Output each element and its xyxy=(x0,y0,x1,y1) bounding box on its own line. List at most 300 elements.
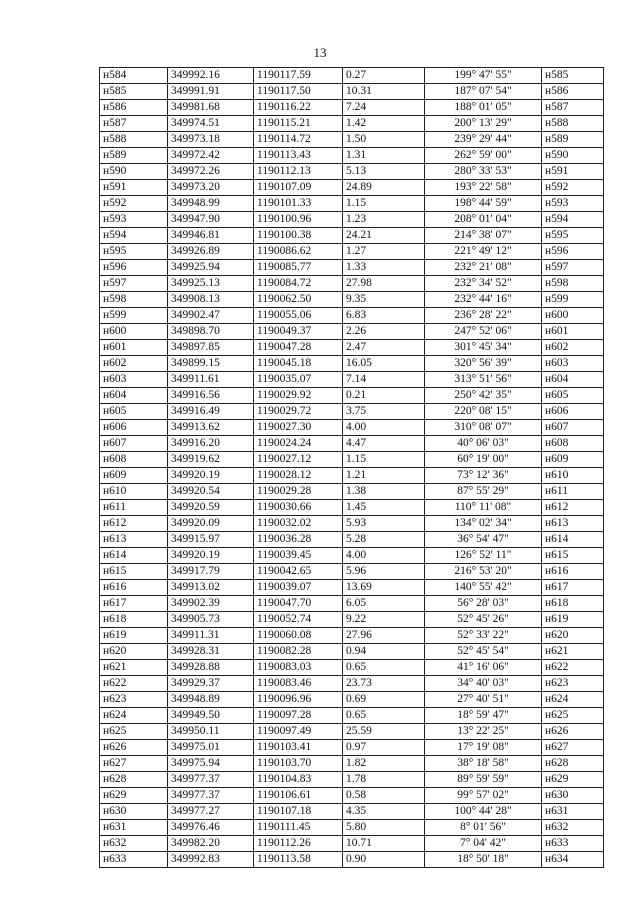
x-coordinate-cell: 349899.15 xyxy=(168,356,254,372)
direction-angle-cell: 41° 16' 06" xyxy=(425,660,542,676)
table-row xyxy=(100,116,604,132)
y-coordinate-cell: 1190045.18 xyxy=(254,356,343,372)
direction-angle-cell: 34° 40' 03" xyxy=(425,676,542,692)
direction-angle-cell: 18° 50' 18" xyxy=(425,852,542,868)
table-row xyxy=(100,708,604,724)
table-row xyxy=(100,436,604,452)
table-row xyxy=(100,548,604,564)
x-coordinate-cell: 349905.73 xyxy=(168,612,254,628)
table-row xyxy=(100,676,604,692)
y-coordinate-cell: 1190114.72 xyxy=(254,132,343,148)
y-coordinate-cell: 1190113.43 xyxy=(254,148,343,164)
table-row xyxy=(100,244,604,260)
point-to-cell: н620 xyxy=(542,628,604,644)
point-to-cell: н623 xyxy=(542,676,604,692)
point-to-cell: н599 xyxy=(542,292,604,308)
table-row xyxy=(100,292,604,308)
point-from-cell: н629 xyxy=(100,788,168,804)
direction-angle-cell: 262° 59' 00" xyxy=(425,148,542,164)
x-coordinate-cell: 349950.11 xyxy=(168,724,254,740)
point-from-cell: н607 xyxy=(100,436,168,452)
x-coordinate-cell: 349991.91 xyxy=(168,84,254,100)
x-coordinate-cell: 349948.89 xyxy=(168,692,254,708)
point-to-cell: н628 xyxy=(542,756,604,772)
point-to-cell: н624 xyxy=(542,692,604,708)
x-coordinate-cell: 349976.46 xyxy=(168,820,254,836)
distance-cell: 23.73 xyxy=(343,676,425,692)
point-to-cell: н611 xyxy=(542,484,604,500)
x-coordinate-cell: 349929.37 xyxy=(168,676,254,692)
direction-angle-cell: 38° 18' 58" xyxy=(425,756,542,772)
table-row xyxy=(100,452,604,468)
x-coordinate-cell: 349911.61 xyxy=(168,372,254,388)
x-coordinate-cell: 349920.19 xyxy=(168,468,254,484)
distance-cell: 2.26 xyxy=(343,324,425,340)
table-row xyxy=(100,692,604,708)
point-from-cell: н611 xyxy=(100,500,168,516)
point-to-cell: н619 xyxy=(542,612,604,628)
point-from-cell: н632 xyxy=(100,836,168,852)
point-from-cell: н622 xyxy=(100,676,168,692)
point-from-cell: н610 xyxy=(100,484,168,500)
y-coordinate-cell: 1190083.46 xyxy=(254,676,343,692)
point-to-cell: н616 xyxy=(542,564,604,580)
y-coordinate-cell: 1190039.45 xyxy=(254,548,343,564)
table-row xyxy=(100,420,604,436)
point-to-cell: н612 xyxy=(542,500,604,516)
y-coordinate-cell: 1190107.09 xyxy=(254,180,343,196)
y-coordinate-cell: 1190117.59 xyxy=(254,68,343,84)
point-to-cell: н609 xyxy=(542,452,604,468)
direction-angle-cell: 199° 47' 55" xyxy=(425,68,542,84)
point-from-cell: н623 xyxy=(100,692,168,708)
x-coordinate-cell: 349920.54 xyxy=(168,484,254,500)
distance-cell: 1.38 xyxy=(343,484,425,500)
point-from-cell: н619 xyxy=(100,628,168,644)
direction-angle-cell: 52° 45' 54" xyxy=(425,644,542,660)
direction-angle-cell: 280° 33' 53" xyxy=(425,164,542,180)
y-coordinate-cell: 1190039.07 xyxy=(254,580,343,596)
point-to-cell: н632 xyxy=(542,820,604,836)
x-coordinate-cell: 349919.62 xyxy=(168,452,254,468)
direction-angle-cell: 7° 04' 42" xyxy=(425,836,542,852)
point-to-cell: н602 xyxy=(542,340,604,356)
point-from-cell: н630 xyxy=(100,804,168,820)
direction-angle-cell: 100° 44' 28" xyxy=(425,804,542,820)
table-row xyxy=(100,756,604,772)
point-from-cell: н602 xyxy=(100,356,168,372)
point-from-cell: н612 xyxy=(100,516,168,532)
x-coordinate-cell: 349973.18 xyxy=(168,132,254,148)
direction-angle-cell: 17° 19' 08" xyxy=(425,740,542,756)
x-coordinate-cell: 349982.20 xyxy=(168,836,254,852)
point-from-cell: н603 xyxy=(100,372,168,388)
direction-angle-cell: 52° 45' 26" xyxy=(425,612,542,628)
y-coordinate-cell: 1190052.74 xyxy=(254,612,343,628)
point-from-cell: н589 xyxy=(100,148,168,164)
x-coordinate-cell: 349902.47 xyxy=(168,308,254,324)
point-to-cell: н629 xyxy=(542,772,604,788)
y-coordinate-cell: 1190062.50 xyxy=(254,292,343,308)
y-coordinate-cell: 1190106.61 xyxy=(254,788,343,804)
distance-cell: 4.47 xyxy=(343,436,425,452)
distance-cell: 27.96 xyxy=(343,628,425,644)
distance-cell: 0.21 xyxy=(343,388,425,404)
x-coordinate-cell: 349992.83 xyxy=(168,852,254,868)
direction-angle-cell: 52° 33' 22" xyxy=(425,628,542,644)
distance-cell: 24.89 xyxy=(343,180,425,196)
table-row xyxy=(100,500,604,516)
point-from-cell: н631 xyxy=(100,820,168,836)
y-coordinate-cell: 1190117.50 xyxy=(254,84,343,100)
x-coordinate-cell: 349898.70 xyxy=(168,324,254,340)
y-coordinate-cell: 1190104.83 xyxy=(254,772,343,788)
direction-angle-cell: 99° 57' 02" xyxy=(425,788,542,804)
x-coordinate-cell: 349974.51 xyxy=(168,116,254,132)
y-coordinate-cell: 1190027.30 xyxy=(254,420,343,436)
distance-cell: 1.78 xyxy=(343,772,425,788)
y-coordinate-cell: 1190027.12 xyxy=(254,452,343,468)
y-coordinate-cell: 1190085.77 xyxy=(254,260,343,276)
table-row xyxy=(100,100,604,116)
table-row xyxy=(100,484,604,500)
x-coordinate-cell: 349947.90 xyxy=(168,212,254,228)
point-to-cell: н596 xyxy=(542,244,604,260)
point-from-cell: н608 xyxy=(100,452,168,468)
direction-angle-cell: 301° 45' 34" xyxy=(425,340,542,356)
x-coordinate-cell: 349928.88 xyxy=(168,660,254,676)
table-row xyxy=(100,260,604,276)
point-from-cell: н594 xyxy=(100,228,168,244)
point-from-cell: н606 xyxy=(100,420,168,436)
distance-cell: 1.45 xyxy=(343,500,425,516)
x-coordinate-cell: 349920.59 xyxy=(168,500,254,516)
point-from-cell: н586 xyxy=(100,100,168,116)
point-from-cell: н613 xyxy=(100,532,168,548)
direction-angle-cell: 36° 54' 47" xyxy=(425,532,542,548)
direction-angle-cell: 214° 38' 07" xyxy=(425,228,542,244)
point-to-cell: н615 xyxy=(542,548,604,564)
y-coordinate-cell: 1190029.92 xyxy=(254,388,343,404)
point-to-cell: н607 xyxy=(542,420,604,436)
table-row xyxy=(100,804,604,820)
point-from-cell: н598 xyxy=(100,292,168,308)
point-from-cell: н618 xyxy=(100,612,168,628)
distance-cell: 5.80 xyxy=(343,820,425,836)
table-row xyxy=(100,532,604,548)
x-coordinate-cell: 349992.16 xyxy=(168,68,254,84)
y-coordinate-cell: 1190029.72 xyxy=(254,404,343,420)
distance-cell: 16.05 xyxy=(343,356,425,372)
x-coordinate-cell: 349917.79 xyxy=(168,564,254,580)
point-from-cell: н614 xyxy=(100,548,168,564)
distance-cell: 0.65 xyxy=(343,708,425,724)
direction-angle-cell: 313° 51' 56" xyxy=(425,372,542,388)
direction-angle-cell: 221° 49' 12" xyxy=(425,244,542,260)
point-from-cell: н626 xyxy=(100,740,168,756)
distance-cell: 4.00 xyxy=(343,420,425,436)
distance-cell: 1.33 xyxy=(343,260,425,276)
direction-angle-cell: 232° 44' 16" xyxy=(425,292,542,308)
distance-cell: 24.21 xyxy=(343,228,425,244)
direction-angle-cell: 40° 06' 03" xyxy=(425,436,542,452)
distance-cell: 5.93 xyxy=(343,516,425,532)
point-to-cell: н606 xyxy=(542,404,604,420)
point-to-cell: н601 xyxy=(542,324,604,340)
point-from-cell: н628 xyxy=(100,772,168,788)
distance-cell: 5.28 xyxy=(343,532,425,548)
point-from-cell: н596 xyxy=(100,260,168,276)
point-from-cell: н588 xyxy=(100,132,168,148)
y-coordinate-cell: 1190055.06 xyxy=(254,308,343,324)
direction-angle-cell: 73° 12' 36" xyxy=(425,468,542,484)
x-coordinate-cell: 349920.19 xyxy=(168,548,254,564)
x-coordinate-cell: 349948.99 xyxy=(168,196,254,212)
y-coordinate-cell: 1190049.37 xyxy=(254,324,343,340)
x-coordinate-cell: 349928.31 xyxy=(168,644,254,660)
point-from-cell: н616 xyxy=(100,580,168,596)
table-row xyxy=(100,564,604,580)
y-coordinate-cell: 1190028.12 xyxy=(254,468,343,484)
point-from-cell: н591 xyxy=(100,180,168,196)
table-row xyxy=(100,772,604,788)
distance-cell: 0.90 xyxy=(343,852,425,868)
y-coordinate-cell: 1190115.21 xyxy=(254,116,343,132)
x-coordinate-cell: 349926.89 xyxy=(168,244,254,260)
distance-cell: 10.31 xyxy=(343,84,425,100)
point-to-cell: н603 xyxy=(542,356,604,372)
y-coordinate-cell: 1190111.45 xyxy=(254,820,343,836)
table-row xyxy=(100,308,604,324)
table-row xyxy=(100,180,604,196)
x-coordinate-cell: 349975.01 xyxy=(168,740,254,756)
table-row xyxy=(100,324,604,340)
distance-cell: 6.83 xyxy=(343,308,425,324)
y-coordinate-cell: 1190112.13 xyxy=(254,164,343,180)
point-to-cell: н604 xyxy=(542,372,604,388)
distance-cell: 3.75 xyxy=(343,404,425,420)
y-coordinate-cell: 1190086.62 xyxy=(254,244,343,260)
point-to-cell: н618 xyxy=(542,596,604,612)
point-to-cell: н600 xyxy=(542,308,604,324)
table-row xyxy=(100,852,604,868)
distance-cell: 0.69 xyxy=(343,692,425,708)
distance-cell: 9.22 xyxy=(343,612,425,628)
y-coordinate-cell: 1190116.22 xyxy=(254,100,343,116)
y-coordinate-cell: 1190029.28 xyxy=(254,484,343,500)
point-to-cell: н593 xyxy=(542,196,604,212)
x-coordinate-cell: 349946.81 xyxy=(168,228,254,244)
direction-angle-cell: 126° 52' 11" xyxy=(425,548,542,564)
distance-cell: 0.65 xyxy=(343,660,425,676)
coordinates-table xyxy=(99,67,604,868)
point-to-cell: н634 xyxy=(542,852,604,868)
point-to-cell: н605 xyxy=(542,388,604,404)
table-row xyxy=(100,820,604,836)
point-from-cell: н624 xyxy=(100,708,168,724)
point-to-cell: н622 xyxy=(542,660,604,676)
y-coordinate-cell: 1190082.28 xyxy=(254,644,343,660)
point-from-cell: н605 xyxy=(100,404,168,420)
point-from-cell: н590 xyxy=(100,164,168,180)
point-to-cell: н614 xyxy=(542,532,604,548)
point-from-cell: н595 xyxy=(100,244,168,260)
y-coordinate-cell: 1190101.33 xyxy=(254,196,343,212)
table-row xyxy=(100,212,604,228)
y-coordinate-cell: 1190097.49 xyxy=(254,724,343,740)
point-from-cell: н592 xyxy=(100,196,168,212)
y-coordinate-cell: 1190035.07 xyxy=(254,372,343,388)
x-coordinate-cell: 349915.97 xyxy=(168,532,254,548)
x-coordinate-cell: 349981.68 xyxy=(168,100,254,116)
direction-angle-cell: 134° 02' 34" xyxy=(425,516,542,532)
point-to-cell: н625 xyxy=(542,708,604,724)
direction-angle-cell: 13° 22' 25" xyxy=(425,724,542,740)
distance-cell: 1.15 xyxy=(343,196,425,212)
x-coordinate-cell: 349913.02 xyxy=(168,580,254,596)
x-coordinate-cell: 349908.13 xyxy=(168,292,254,308)
y-coordinate-cell: 1190103.70 xyxy=(254,756,343,772)
y-coordinate-cell: 1190036.28 xyxy=(254,532,343,548)
distance-cell: 2.47 xyxy=(343,340,425,356)
table-row xyxy=(100,644,604,660)
y-coordinate-cell: 1190084.72 xyxy=(254,276,343,292)
x-coordinate-cell: 349975.94 xyxy=(168,756,254,772)
direction-angle-cell: 198° 44' 59" xyxy=(425,196,542,212)
point-from-cell: н593 xyxy=(100,212,168,228)
distance-cell: 0.27 xyxy=(343,68,425,84)
y-coordinate-cell: 1190112.26 xyxy=(254,836,343,852)
y-coordinate-cell: 1190030.66 xyxy=(254,500,343,516)
distance-cell: 0.94 xyxy=(343,644,425,660)
point-to-cell: н595 xyxy=(542,228,604,244)
table-row xyxy=(100,628,604,644)
direction-angle-cell: 89° 59' 59" xyxy=(425,772,542,788)
table-row xyxy=(100,132,604,148)
distance-cell: 7.14 xyxy=(343,372,425,388)
y-coordinate-cell: 1190032.02 xyxy=(254,516,343,532)
x-coordinate-cell: 349925.13 xyxy=(168,276,254,292)
x-coordinate-cell: 349902.39 xyxy=(168,596,254,612)
y-coordinate-cell: 1190096.96 xyxy=(254,692,343,708)
x-coordinate-cell: 349973.20 xyxy=(168,180,254,196)
y-coordinate-cell: 1190024.24 xyxy=(254,436,343,452)
direction-angle-cell: 56° 28' 03" xyxy=(425,596,542,612)
x-coordinate-cell: 349925.94 xyxy=(168,260,254,276)
point-to-cell: н589 xyxy=(542,132,604,148)
distance-cell: 7.24 xyxy=(343,100,425,116)
x-coordinate-cell: 349977.37 xyxy=(168,772,254,788)
distance-cell: 1.31 xyxy=(343,148,425,164)
direction-angle-cell: 250° 42' 35" xyxy=(425,388,542,404)
distance-cell: 5.96 xyxy=(343,564,425,580)
x-coordinate-cell: 349916.49 xyxy=(168,404,254,420)
distance-cell: 9.35 xyxy=(343,292,425,308)
distance-cell: 4.35 xyxy=(343,804,425,820)
point-to-cell: н585 xyxy=(542,68,604,84)
direction-angle-cell: 232° 34' 52" xyxy=(425,276,542,292)
point-from-cell: н620 xyxy=(100,644,168,660)
point-to-cell: н608 xyxy=(542,436,604,452)
distance-cell: 1.27 xyxy=(343,244,425,260)
table-row xyxy=(100,740,604,756)
y-coordinate-cell: 1190083.03 xyxy=(254,660,343,676)
table-row xyxy=(100,228,604,244)
direction-angle-cell: 140° 55' 42" xyxy=(425,580,542,596)
distance-cell: 5.13 xyxy=(343,164,425,180)
page-number: 13 xyxy=(313,45,327,60)
direction-angle-cell: 87° 55' 29" xyxy=(425,484,542,500)
point-to-cell: н627 xyxy=(542,740,604,756)
distance-cell: 6.05 xyxy=(343,596,425,612)
point-from-cell: н597 xyxy=(100,276,168,292)
y-coordinate-cell: 1190107.18 xyxy=(254,804,343,820)
direction-angle-cell: 236° 28' 22" xyxy=(425,308,542,324)
point-to-cell: н617 xyxy=(542,580,604,596)
direction-angle-cell: 220° 08' 15" xyxy=(425,404,542,420)
table-row xyxy=(100,404,604,420)
direction-angle-cell: 188° 01' 05" xyxy=(425,100,542,116)
y-coordinate-cell: 1190060.08 xyxy=(254,628,343,644)
table-row xyxy=(100,612,604,628)
direction-angle-cell: 193° 22' 58" xyxy=(425,180,542,196)
table-row xyxy=(100,788,604,804)
direction-angle-cell: 216° 53' 20" xyxy=(425,564,542,580)
direction-angle-cell: 187° 07' 54" xyxy=(425,84,542,100)
point-from-cell: н585 xyxy=(100,84,168,100)
table-row xyxy=(100,68,604,84)
point-to-cell: н621 xyxy=(542,644,604,660)
direction-angle-cell: 110° 11' 08" xyxy=(425,500,542,516)
table-row xyxy=(100,468,604,484)
point-from-cell: н625 xyxy=(100,724,168,740)
point-to-cell: н598 xyxy=(542,276,604,292)
point-to-cell: н587 xyxy=(542,100,604,116)
point-from-cell: н621 xyxy=(100,660,168,676)
y-coordinate-cell: 1190047.70 xyxy=(254,596,343,612)
direction-angle-cell: 60° 19' 00" xyxy=(425,452,542,468)
y-coordinate-cell: 1190100.96 xyxy=(254,212,343,228)
table-row xyxy=(100,516,604,532)
x-coordinate-cell: 349972.26 xyxy=(168,164,254,180)
point-to-cell: н594 xyxy=(542,212,604,228)
table-row xyxy=(100,660,604,676)
distance-cell: 0.97 xyxy=(343,740,425,756)
point-from-cell: н604 xyxy=(100,388,168,404)
point-to-cell: н592 xyxy=(542,180,604,196)
direction-angle-cell: 200° 13' 29" xyxy=(425,116,542,132)
point-to-cell: н630 xyxy=(542,788,604,804)
point-from-cell: н609 xyxy=(100,468,168,484)
table-row xyxy=(100,596,604,612)
y-coordinate-cell: 1190042.65 xyxy=(254,564,343,580)
point-from-cell: н599 xyxy=(100,308,168,324)
x-coordinate-cell: 349916.56 xyxy=(168,388,254,404)
table-row xyxy=(100,388,604,404)
table-row xyxy=(100,372,604,388)
table-row xyxy=(100,836,604,852)
x-coordinate-cell: 349949.50 xyxy=(168,708,254,724)
point-to-cell: н586 xyxy=(542,84,604,100)
table-row xyxy=(100,164,604,180)
table-row xyxy=(100,196,604,212)
y-coordinate-cell: 1190047.28 xyxy=(254,340,343,356)
y-coordinate-cell: 1190103.41 xyxy=(254,740,343,756)
direction-angle-cell: 18° 59' 47" xyxy=(425,708,542,724)
x-coordinate-cell: 349972.42 xyxy=(168,148,254,164)
direction-angle-cell: 27° 40' 51" xyxy=(425,692,542,708)
distance-cell: 1.15 xyxy=(343,452,425,468)
